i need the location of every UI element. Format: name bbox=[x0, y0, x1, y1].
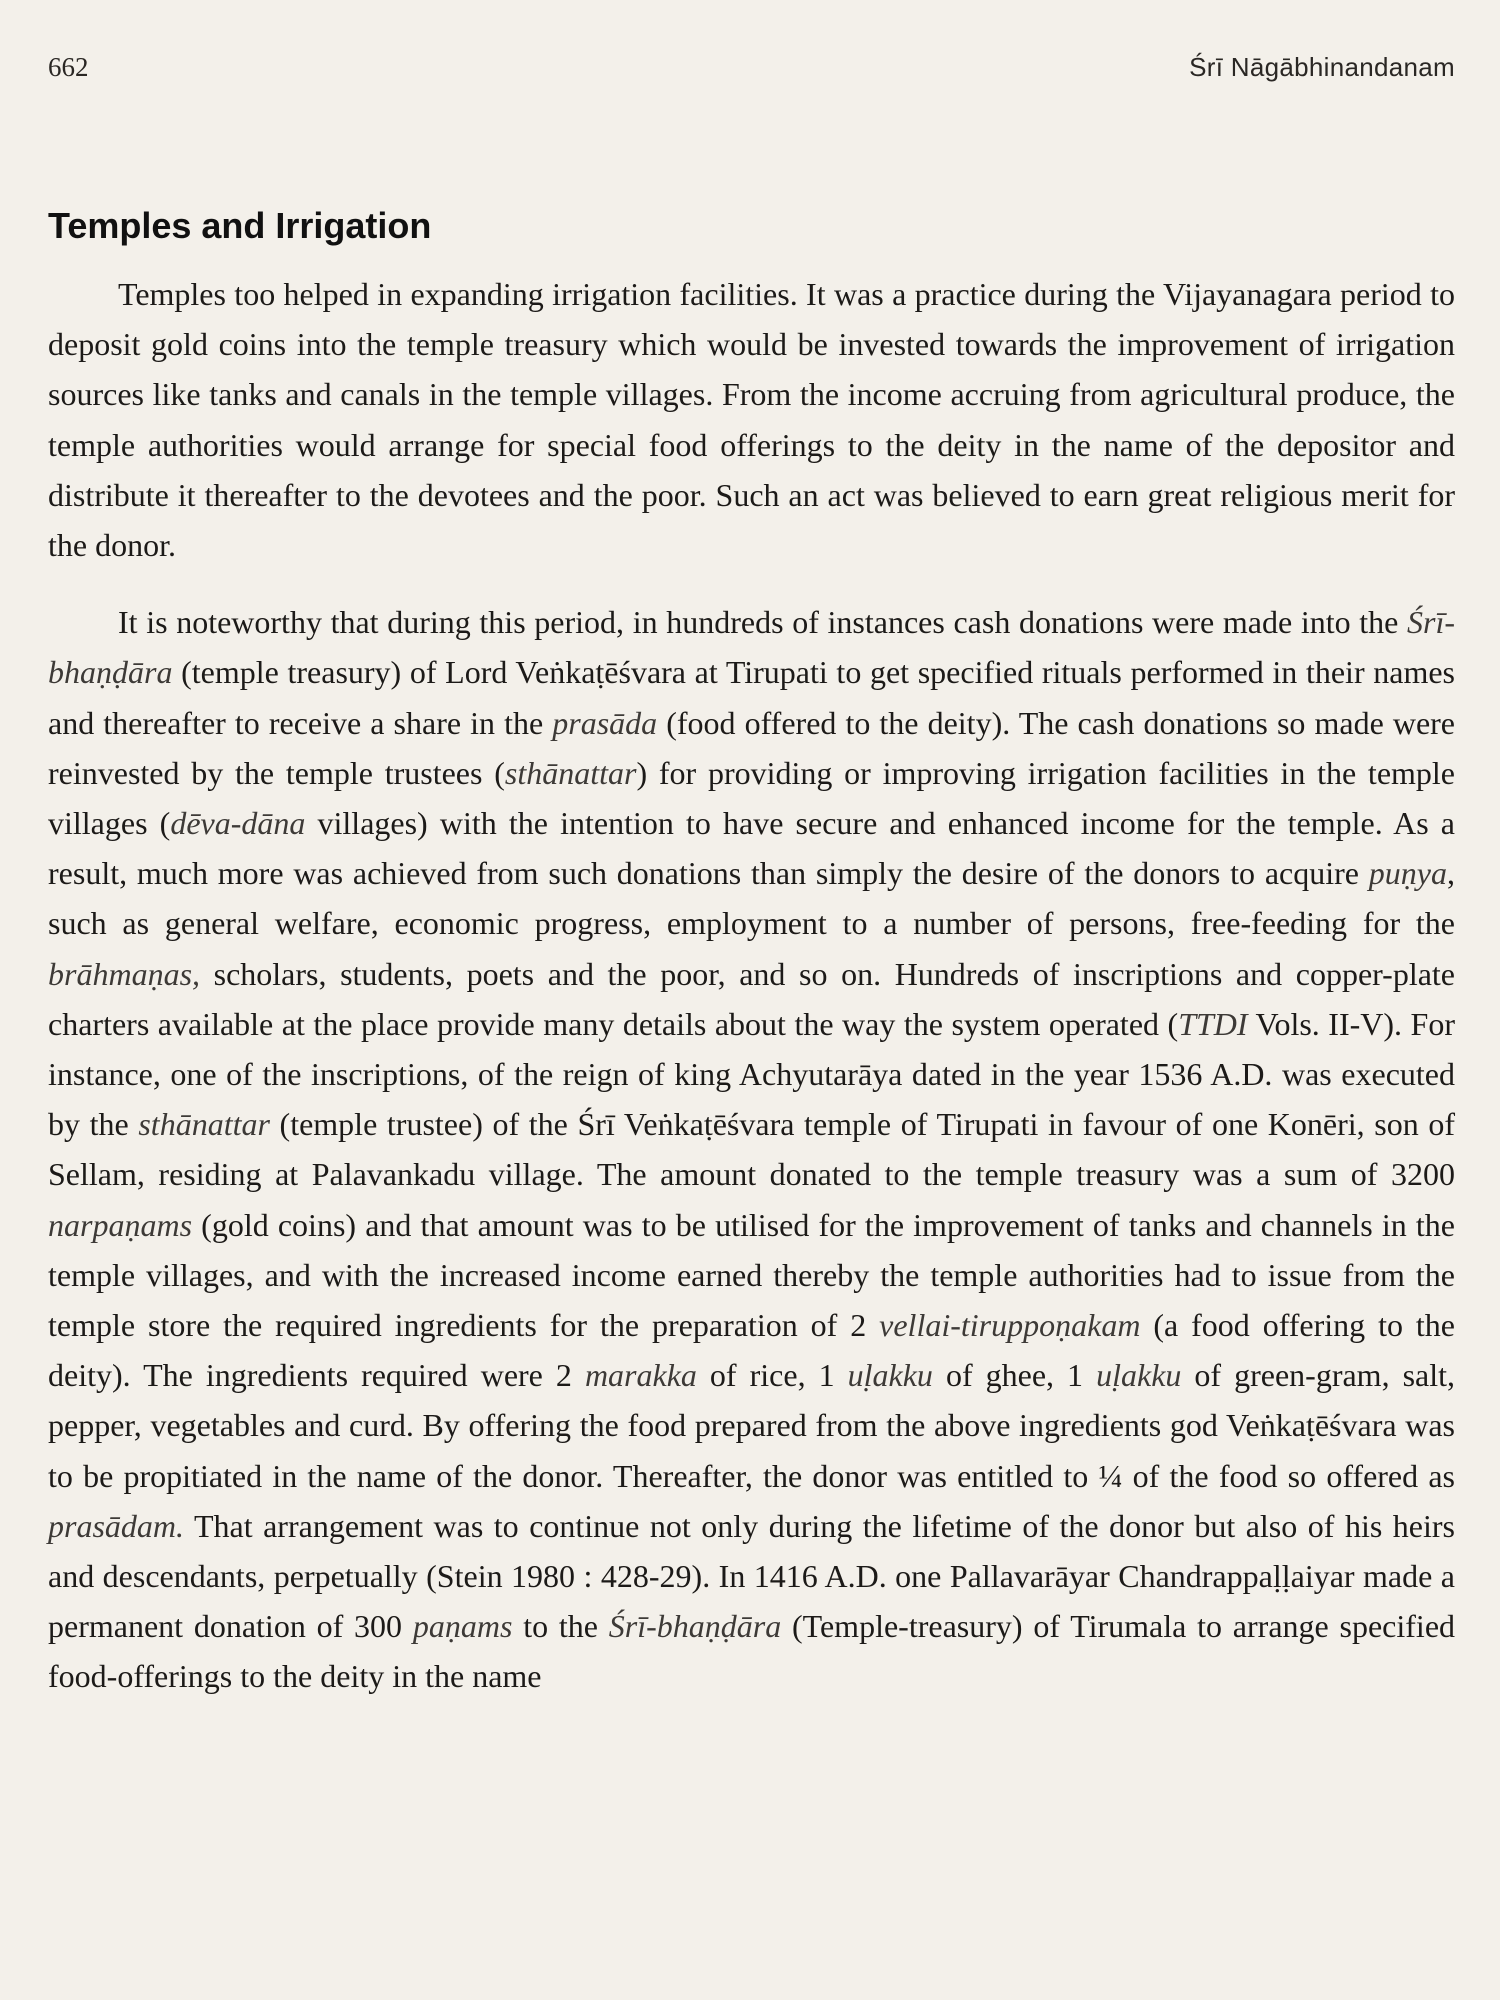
text-segment: , such as general welfare, economic progress, employment to a number of persons, free-feeding for the bbox=[48, 855, 1455, 942]
italic-term: narpaṇams bbox=[48, 1206, 193, 1243]
text-segment: (temple treasury) of Lord Veṅkaṭēśvara at Tirupati to get specified rituals performed in their names and thereafter to receive a share in the bbox=[48, 654, 1455, 741]
italic-term: Śrī-bhaṇḍāra bbox=[608, 1608, 782, 1645]
text-segment: (food offered to the deity). The cash donations so made were reinvested by the temple trustees ( bbox=[48, 704, 1456, 791]
italic-term: vellai-tiruppoṇakam bbox=[879, 1307, 1141, 1344]
text-segment: (temple trustee) of the Śrī Veṅkaṭēśvara temple of Tirupati in favour of one Konēri, son of Sellam, residing at Palavankadu village. The amount donated to the temple treasury was a sum of 3200 bbox=[48, 1106, 1456, 1193]
running-head bbox=[48, 52, 1455, 122]
text-segment: of ghee, 1 bbox=[932, 1357, 1097, 1394]
italic-term: paṇams bbox=[412, 1608, 513, 1645]
text-segment: scholars, students, poets and the poor, and so on. Hundreds of inscriptions and copper-plate charters available at the place provide many details about the way the system operated ( bbox=[48, 955, 1455, 1042]
body-text bbox=[48, 269, 1455, 1702]
text-segment: ) for providing or improving irrigation facilities in the temple villages ( bbox=[48, 754, 1456, 842]
page-number: 662 bbox=[48, 52, 89, 82]
italic-term: TTDI bbox=[1178, 1005, 1248, 1042]
italic-term: brāhmaṇas, bbox=[48, 955, 201, 992]
italic-term: sthānattar bbox=[138, 1106, 270, 1143]
text-segment: of rice, 1 bbox=[696, 1357, 848, 1394]
italic-term: dēva-dāna bbox=[170, 805, 306, 842]
running-title: Śrī Nāgābhinandanam bbox=[1189, 52, 1455, 82]
italic-term: prasādam. bbox=[48, 1507, 185, 1544]
text-segment: villages) with the intention to have secure and enhanced income for the temple. As a result, much more was achieved from such donations than simply the desire of the donors to acquire bbox=[48, 805, 1456, 892]
italic-term: uḷakku bbox=[847, 1357, 933, 1394]
text-segment: Temples too helped in expanding irrigation facilities. It was a practice during the Vijayanagara period to deposit gold coins into the temple treasury which would be invested towards the improvement of irrigation sources like tanks and canals in the temple villages. From the income accruing from agricultural produce, the temple authorities would arrange for special food offerings to the deity in the name of the depositor and distribute it thereafter to the devotees and the poor. Such an act was believed to earn great religious merit for the donor. bbox=[48, 276, 1455, 564]
text-segment: (gold coins) and that amount was to be utilised for the improvement of tanks and channels in the temple villages, and with the increased income earned thereby the temple authorities had to issue from the temple store the required ingredients for the preparation of 2 bbox=[48, 1206, 1455, 1344]
italic-term: uḷakku bbox=[1096, 1357, 1182, 1394]
italic-term: Śrī-bhaṇḍāra bbox=[48, 604, 1455, 691]
italic-term: prasāda bbox=[552, 704, 658, 741]
italic-term: marakka bbox=[584, 1357, 697, 1394]
text-segment: (Temple-treasury) of Tirumala to arrange specified food-offerings to the deity in the name bbox=[48, 1608, 1456, 1695]
section-heading: Temples and Irrigation bbox=[48, 205, 432, 246]
text-segment: That arrangement was to continue not only during the lifetime of the donor but also of his heirs and descendants, perpetually (Stein 1980 : 428-29). In 1416 A.D. one Pallavarāyar Chandrappaḷḷaiyar made a permanent donation of 300 bbox=[48, 1507, 1455, 1645]
paragraph bbox=[48, 597, 1455, 1701]
text-segment: to the bbox=[512, 1608, 609, 1645]
text-segment: Vols. II-V). For instance, one of the inscriptions, of the reign of king Achyutarāya dated in the year 1536 A.D. was executed by the bbox=[48, 1005, 1456, 1143]
paragraph bbox=[48, 269, 1455, 570]
italic-term: sthānattar bbox=[504, 754, 637, 791]
text-segment: (a food offering to the deity). The ingredients required were 2 bbox=[48, 1307, 1456, 1394]
italic-term: puṇya bbox=[1368, 855, 1447, 892]
text-segment: of green-gram, salt, pepper, vegetables and curd. By offering the food prepared from the above ingredients god Veṅkaṭēśvara was to be propitiated in the name of the donor. Thereafter, the donor was entitled to ¼ of the food so offered as bbox=[48, 1357, 1456, 1494]
text-segment: It is noteworthy that during this period, in hundreds of instances cash donations were made into the bbox=[118, 604, 1407, 641]
